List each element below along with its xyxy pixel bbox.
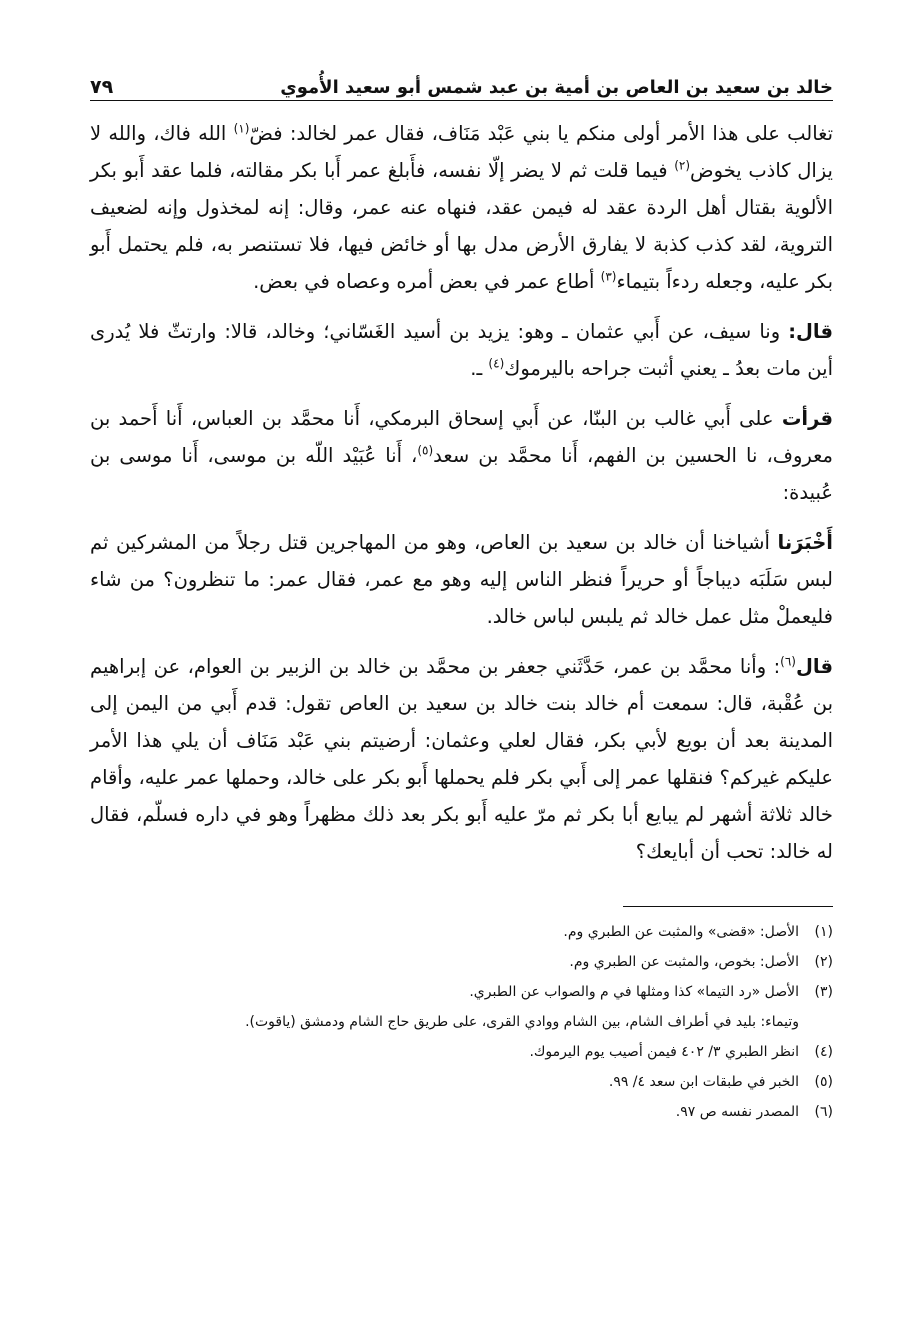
paragraph-text: على أَبي غالب بن البنّا، عن أَبي إسحاق البرمكي، أَنا محمَّد بن العباس، أَنا أَحمد بن معروف، نا الحسين بن الفهم، أَنا محمَّد بن سعد bbox=[90, 407, 833, 467]
paragraph-text: الله فاك، والله لا يزال كاذب يخوض bbox=[90, 122, 833, 182]
paragraph-text: ونا سيف، عن أَبي عثمان ـ وهو: يزيد بن أسيد الغَسّاني؛ وخالد، قالا: وارتثّ فلا يُدرى أين مات بعدُ ـ يعني أثبت جراحه باليرموك bbox=[90, 320, 833, 380]
paragraph-text: أشياخنا أن خالد بن سعيد بن العاص، وهو من المهاجرين قتل رجلاً من المشركين ثم لبس سَلَبَه ديباجاً أو حريراً فنظر الناس إليه وهو مع عمر، فقال عمر: ما تنظرون؟ من شاء فليعملْ مثل عمل خالد ثم يلبس لباس خالد. bbox=[90, 531, 833, 628]
footnote-text: وتيماء: بليد في أطراف الشام، بين الشام ووادي القرى، على طريق حاج الشام ودمشق (ياقوت). bbox=[245, 1014, 799, 1030]
main-text bbox=[90, 115, 833, 870]
paragraph-text: ـ. bbox=[470, 357, 489, 380]
footnote-reference: (٣) bbox=[600, 269, 617, 284]
paragraph-text: أطاع عمر في بعض أمره وعصاه في بعض. bbox=[253, 270, 601, 293]
paragraph-text: : وأنا محمَّد بن عمر، حَدَّثَني جعفر بن محمَّد بن خالد بن الزبير بن العوام، عن إبراهيم بن عُقْبة، قال: سمعت أم خالد بنت خالد بن سعيد بن العاص تقول: قدم أَبي من اليمن إلى المدينة بعد أن بويع لأبي بكر، فقال لعلي وعثمان: أرضيتم بني عَبْد مَنَاف أن يلي هذا الأمر عليكم غيركم؟ فنقلها عمر إلى أَبي بكر فلم يحملها أَبو بكر على خالد، وحملها عمر عليه، وأقام خالد ثلاثة أشهر لم يبايع أبا بكر ثم مرّ عليه أَبو بكر بعد ذلك مظهراً وهو في داره فسلّم، فقال له خالد: تحب أن أبايعك؟ bbox=[90, 655, 833, 863]
footnote-4 bbox=[90, 1037, 833, 1067]
footnote-text: الأصل «رد التيما» كذا ومثلها في م والصواب عن الطبري. bbox=[469, 984, 799, 1000]
footnote-6 bbox=[90, 1097, 833, 1127]
running-title: خالد بن سعيد بن العاص بن أمية بن عبد شمس أبو سعيد الأُموي bbox=[280, 77, 833, 98]
paragraph-text: ، أَنا عُبَيْد اللّه بن موسى، أَنا موسى بن عُبيدة: bbox=[90, 444, 833, 504]
page-number: ٧٩ bbox=[90, 76, 114, 98]
footnote-text: الأصل: بخوص، والمثبت عن الطبري وم. bbox=[569, 954, 799, 970]
paragraph-text: تغالب على هذا الأمر أولى منكم يا بني عَبْد مَنَاف، فقال عمر لخالد: فضّ bbox=[249, 122, 834, 145]
footnotes bbox=[90, 917, 833, 1127]
footnote-divider bbox=[623, 906, 833, 907]
paragraph-lead: أَخْبَرَنا bbox=[777, 531, 833, 554]
paragraph-lead: قرأت bbox=[781, 407, 833, 430]
footnote-text: الخبر في طبقات ابن سعد ٤/ ٩٩. bbox=[608, 1074, 799, 1090]
footnote-3 bbox=[90, 977, 833, 1007]
footnote-reference: (١) bbox=[233, 121, 250, 136]
footnote-text: انظر الطبري ٣/ ٤٠٢ فيمن أصيب يوم اليرموك. bbox=[529, 1044, 799, 1060]
footnote-reference: (٤) bbox=[488, 356, 505, 371]
footnote-reference: (٢) bbox=[674, 158, 691, 173]
footnote-reference: (٦) bbox=[780, 654, 796, 669]
paragraph-4 bbox=[90, 524, 833, 635]
paragraph-lead: قال: bbox=[788, 320, 833, 343]
paragraph-1 bbox=[90, 115, 833, 300]
footnote-text: المصدر نفسه ص ٩٧. bbox=[675, 1104, 799, 1120]
paragraph-2 bbox=[90, 313, 833, 387]
footnote-1 bbox=[90, 917, 833, 947]
footnote-number: (٢) bbox=[814, 954, 833, 970]
paragraph-3 bbox=[90, 400, 833, 511]
footnote-number: (٥) bbox=[814, 1074, 833, 1090]
footnote-text: الأصل: «قضى» والمثبت عن الطبري وم. bbox=[563, 924, 799, 940]
paragraph-lead: قال bbox=[795, 655, 833, 678]
footnote-number: (١) bbox=[814, 924, 833, 940]
footnote-3-continuation bbox=[90, 1007, 833, 1037]
footnote-reference: (٥) bbox=[417, 443, 434, 458]
running-header bbox=[90, 60, 833, 101]
paragraph-5 bbox=[90, 648, 833, 870]
footnote-2 bbox=[90, 947, 833, 977]
footnote-number: (٣) bbox=[814, 984, 833, 1000]
footnote-5 bbox=[90, 1067, 833, 1097]
footnote-number: (٦) bbox=[814, 1104, 833, 1120]
paragraph-text: فيما قلت ثم لا يضر إلّا نفسه، فأَبلغ عمر أَبا بكر مقالته، فلما عقد أَبو بكر الألوية بقتال أهل الردة عقد له فيمن عقد، فنهاه عنه عمر، وقال: إنه لمخذول وإنه لضعيف التروية، لقد كذب كذبة لا يفارق الأرض مدل بها أو خائض فيها، فلا تستنصر به، فلم يحتمل أَبو بكر عليه، وجعله ردءاً بتيماء bbox=[90, 159, 833, 293]
book-page bbox=[90, 60, 833, 1296]
footnote-number: (٤) bbox=[814, 1044, 833, 1060]
